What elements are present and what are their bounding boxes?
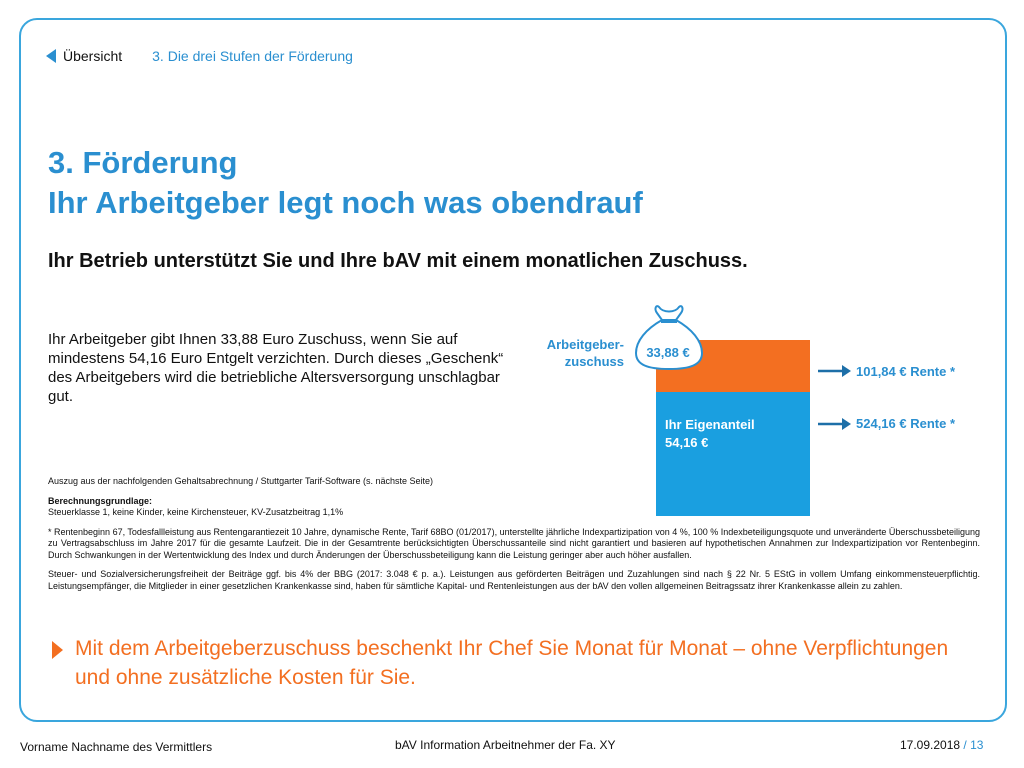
page-subtitle: Ihr Betrieb unterstützt Sie und Ihre bAV mit einem monatlichen Zuschuss. <box>48 250 748 272</box>
page-title-line1: 3. Förderung <box>48 145 238 180</box>
page-title-line2: Ihr Arbeitgeber legt noch was obendrauf <box>48 185 643 220</box>
footer-document-title: bAV Information Arbeitnehmer der Fa. XY <box>395 738 616 752</box>
footnotes <box>48 476 980 600</box>
own-share-title: Ihr Eigenanteil <box>665 417 755 432</box>
footer-page-number: 13 <box>970 738 984 752</box>
triangle-right-icon <box>52 641 63 659</box>
own-share-amount: 54,16 € <box>665 435 709 450</box>
rente-own-share-value: 524,16 € Rente * <box>856 416 956 431</box>
employer-contribution-label <box>520 336 624 370</box>
footnote-basis-heading: Berechnungsgrundlage: <box>48 495 153 506</box>
rente-employer-value: 101,84 € Rente * <box>856 364 956 379</box>
own-share-label <box>665 416 755 452</box>
footer-separator: / <box>963 738 967 752</box>
footnote-excerpt: Auszug aus der nachfolgenden Gehaltsabrechnung / Stuttgarter Tarif-Software (s. nächste Seite) <box>48 476 434 486</box>
triangle-left-icon <box>46 49 56 63</box>
footnote-tax-note: Steuer- und Sozialversicherungsfreiheit der Beiträge ggf. bis 4% der BBG (2017: 3.048 € p. a.). Leistungen aus geförderten Beiträgen und Zuzahlungen sind nach § 22 Nr. 5 EStG in vollem Umfang einkommensteuerpflichtig. Leistungsempfänger, die Mitglieder in einer gesetzlichen Krankenkasse sind, haben für sämtliche Kapital- und Rentenleistungen aus der bAV den vollen allgemeinen Beitragssatz ihrer Krankenkasse allein zu zahlen. <box>48 569 980 591</box>
footer-date: 17.09.2018 <box>900 738 961 752</box>
footer-date-page <box>900 738 983 752</box>
page-title <box>48 143 643 223</box>
money-bag-icon <box>632 303 706 371</box>
conclusion-callout <box>52 634 952 692</box>
overview-back-button[interactable] <box>46 48 122 64</box>
footnote-basis-text: Steuerklasse 1, keine Kinder, keine Kirchensteuer, KV-Zusatzbeitrag 1,1% <box>48 507 344 517</box>
breadcrumb-link[interactable]: 3. Die drei Stufen der Förderung <box>152 48 353 64</box>
footnote-pension-note: * Rentenbeginn 67, Todesfallleistung aus Rentengarantiezeit 10 Jahre, dynamische Rente, Tarif 68BO (01/2017), unterstellte jährliche Indexpartizipation von 4 %, 100 % Indexbeteiligungsquote und unveränderte Überschussbeteiligung zu Vertragsabschluss im Jahre 2017 für die gesamte Laufzeit. Die in der Gesamtrente berücksichtigten Überschussanteile sind nicht garantiert und basieren auf hypothetischen Annahmen zur Indexpartizipation vor Rentenbeginn. Durch Schwankungen in der Wertentwicklung des Index und durch Änderungen der Überschussbeteiligung kann die Leistung geringer aber auch höher ausfallen. <box>48 526 980 560</box>
employer-label-line1: Arbeitgeber- <box>546 337 624 352</box>
footer-agent-name: Vorname Nachname des Vermittlers <box>20 740 213 754</box>
body-text: Ihr Arbeitgeber gibt Ihnen 33,88 Euro Zuschuss, wenn Sie auf mindestens 54,16 Euro Entgelt verzichten. Durch dieses „Geschenk“ des Arbeitgebers wird die betriebliche Altersversorgung unschlagbar gut. <box>48 331 504 405</box>
overview-label: Übersicht <box>63 48 123 64</box>
navigation-bar <box>46 47 353 65</box>
employer-label-line2: zuschuss <box>564 354 624 369</box>
conclusion-text: Mit dem Arbeitgeberzuschuss beschenkt Ihr Chef Sie Monat für Monat – ohne Verpflichtungen und ohne zusätzliche Kosten für Sie. <box>75 637 949 689</box>
arrow-right-icon <box>818 364 852 378</box>
arrow-right-icon <box>818 417 852 431</box>
bag-amount: 33,88 € <box>646 345 690 360</box>
